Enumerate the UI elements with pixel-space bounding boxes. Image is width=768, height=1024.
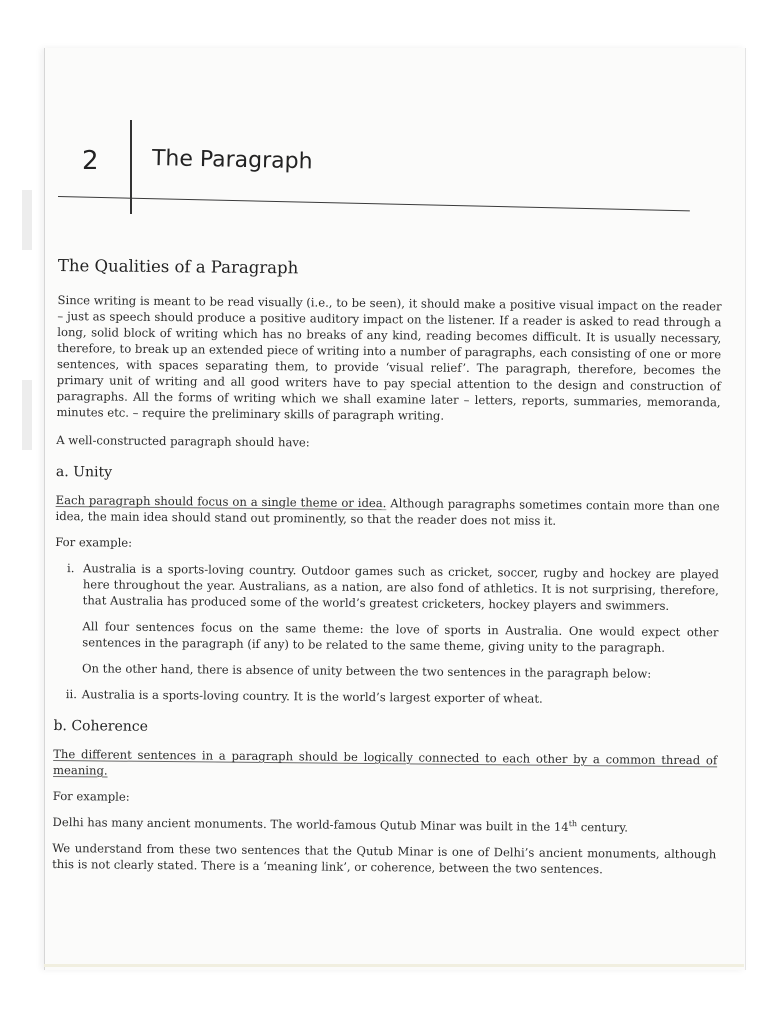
unity-key-phrase: Each paragraph should focus on a single theme or idea.: [55, 492, 387, 511]
unity-for-example: For example:: [55, 534, 133, 550]
example-end: century.: [576, 820, 629, 835]
section-title: The Qualities of a Paragraph: [57, 256, 299, 278]
list-item: [54, 686, 718, 708]
coherence-example: [53, 814, 717, 836]
coherence-heading: b. Coherence: [53, 717, 149, 735]
unity-explanation: All four sentences focus on the same theme: the love of sports in Australia. One would expect other sentences in the paragraph (if any) to be related to the same theme, giving unity to the paragraph.: [82, 619, 719, 655]
unity-definition: [55, 492, 719, 530]
unity-counter-example-list: [54, 686, 718, 708]
scan-shadow: [22, 380, 32, 450]
list-item-text: Australia is a sports-loving country. Outdoor games such as cricket, soccer, rugby and hockey are played here throughout the year. Australians, as a nation, are also fond of athletics. It is not surprising, therefore, that Australia has produced some of the world’s greatest cricketers, hockey players and swimmers.: [82, 561, 720, 613]
coherence-for-example: For example:: [52, 788, 130, 804]
coherence-explanation: We understand from these two sentences that the Qutub Minar is one of Delhi’s ancient monuments, although this is not clearly stated. There is a ‘meaning link’, or coherence, between the two sentences.: [52, 840, 717, 877]
scan-shadow: [22, 190, 32, 250]
unity-heading: a. Unity: [55, 463, 113, 481]
chapter-divider: [130, 120, 132, 214]
unity-example-list: [55, 560, 719, 614]
list-item: [55, 560, 719, 614]
page-bottom-edge: [44, 964, 744, 967]
chapter-number: 2: [82, 146, 99, 176]
unity-definition-rest: Although paragraphs sometimes contain more than one idea, the main idea should stand out prominently, so that the reader does not miss it.: [55, 496, 720, 528]
chapter-title: The Paragraph: [151, 146, 313, 175]
list-item-text: Australia is a sports-loving country. It is the world’s largest exporter of wheat.: [81, 687, 543, 706]
unity-contrast: On the other hand, there is absence of unity between the two sentences in the paragraph below:: [81, 661, 652, 681]
lead-sentence: A well-constructed paragraph should have:: [56, 432, 310, 450]
coherence-definition: The different sentences in a paragraph should be logically connected to each other by a common thread of meaning.: [53, 746, 718, 778]
list-marker: i.: [66, 561, 75, 576]
intro-paragraph: Since writing is meant to be read visually (i.e., to be seen), it should make a positive visual impact on the reader – just as speech should produce a positive auditory impact on the listener. If a reader is asked to read through a long, solid block of writing which has no breaks of any kind, reading becomes difficult. It is usually necessary, therefore, to break up an extended piece of writing into a number of paragraphs, each consisting of one or more sentences, with spaces separating them, to provide ‘visual relief’. The paragraph, therefore, becomes the primary unit of writing and all good writers have to pay special attention to the design and construction of paragraphs. All the forms of writing which we shall examine later – letters, reports, summaries, memoranda, minutes etc. – require the preliminary skills of paragraph writing.: [56, 292, 722, 423]
page-content: [52, 258, 722, 888]
example-text: Delhi has many ancient monuments. The world-famous Qutub Minar was built in the 14: [52, 814, 569, 834]
example-superscript: th: [568, 819, 578, 829]
list-marker: ii.: [65, 687, 77, 702]
